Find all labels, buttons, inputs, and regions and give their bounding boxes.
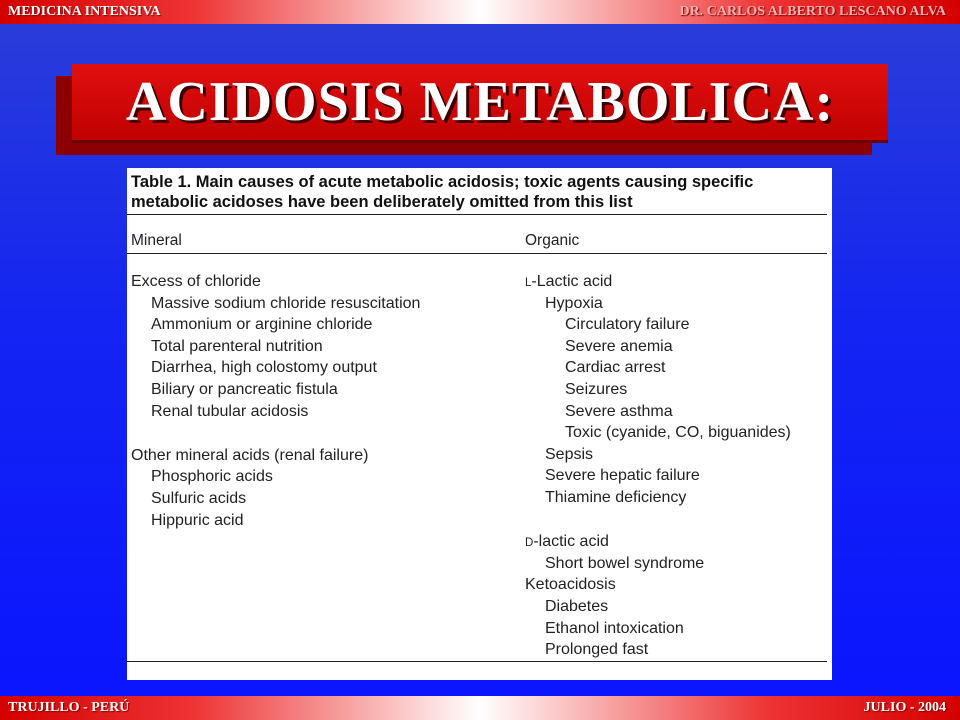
list-item: Ketoacidosis <box>525 576 616 594</box>
header-bar <box>0 0 960 24</box>
header-left-text: MEDICINA INTENSIVA <box>8 4 161 19</box>
list-item: Seizures <box>565 380 628 398</box>
list-item: Cardiac arrest <box>565 359 666 377</box>
header-right-text: DR. CARLOS ALBERTO LESCANO ALVA <box>679 4 946 19</box>
list-item: Sepsis <box>545 445 594 463</box>
list-item: Total parenteral nutrition <box>151 337 323 355</box>
list-item: Circulatory failure <box>565 316 690 334</box>
d-lactic-label: -lactic acid <box>533 533 609 551</box>
list-item: Phosphoric acids <box>151 468 273 486</box>
list-item: Severe asthma <box>565 402 673 420</box>
slide-title: ACIDOSIS METABOLICA: <box>125 71 835 133</box>
table-caption: Table 1. Main causes of acute metabolic acidosis; toxic agents causing specific metabolic acidoses have been deliberately omitted from this list <box>131 173 754 211</box>
d-prefix: D <box>525 537 534 550</box>
list-item: Diarrhea, high colostomy output <box>151 359 377 377</box>
footer-left-text: TRUJILLO - PERÚ <box>8 700 130 715</box>
column-header-organic: Organic <box>525 232 580 249</box>
list-item: Prolonged fast <box>545 641 649 659</box>
list-item: Excess of chloride <box>131 273 261 290</box>
l-lactic-label: -Lactic acid <box>531 273 613 290</box>
l-prefix: L <box>525 277 532 289</box>
list-item: Other mineral acids (renal failure) <box>131 446 369 464</box>
list-item: Short bowel syndrome <box>545 554 705 572</box>
footer-right-text: JULIO - 2004 <box>863 700 946 715</box>
table-top-rule <box>127 214 827 215</box>
column-header-mineral: Mineral <box>131 232 182 249</box>
list-item <box>525 531 791 553</box>
list-item: Ammonium or arginine chloride <box>151 316 373 334</box>
list-item: Biliary or pancreatic fistula <box>151 380 338 398</box>
list-item: Renal tubular acidosis <box>151 402 309 420</box>
list-item: Massive sodium chloride resuscitation <box>151 294 421 312</box>
mineral-column <box>131 271 420 531</box>
causes-table <box>127 168 832 680</box>
list-item: Thiamine deficiency <box>545 488 687 506</box>
list-item: Toxic (cyanide, CO, biguanides) <box>565 424 791 442</box>
table-bottom-rule <box>127 661 827 662</box>
footer-bar <box>0 696 960 720</box>
list-item: Ethanol intoxication <box>545 619 684 637</box>
list-item: Hippuric acid <box>151 511 244 529</box>
list-item <box>525 271 791 293</box>
title-banner <box>72 64 888 140</box>
list-item: Sulfuric acids <box>151 489 247 507</box>
list-item: Diabetes <box>545 597 609 615</box>
list-item: Hypoxia <box>545 294 603 312</box>
list-item: Severe hepatic failure <box>545 467 700 485</box>
list-item: Severe anemia <box>565 337 673 355</box>
organic-column <box>525 271 791 661</box>
table-header-rule <box>127 253 827 254</box>
